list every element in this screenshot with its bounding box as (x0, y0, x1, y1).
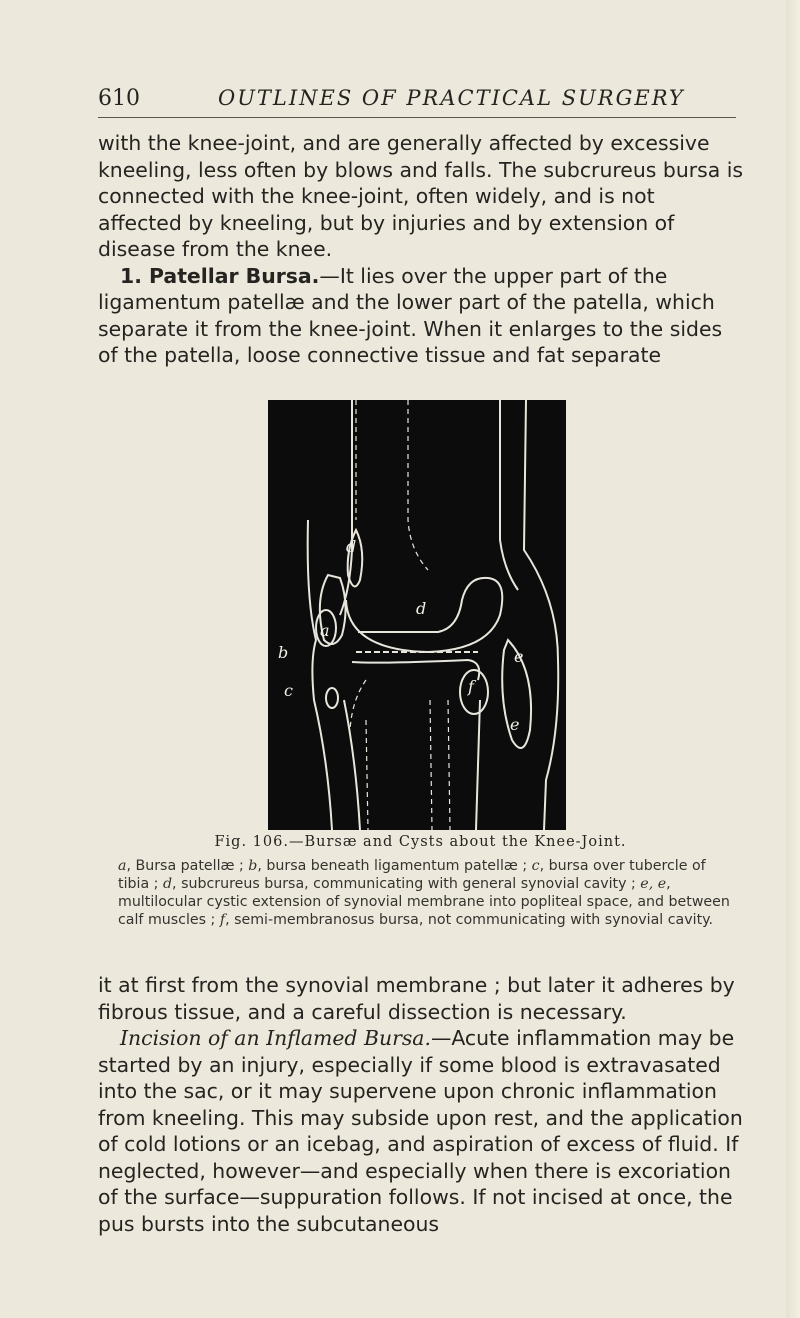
paragraph-patellar-bursa (98, 263, 743, 369)
label-e-lower: e (510, 715, 520, 734)
legend-item-a (118, 858, 248, 874)
legend-text: , semi-membranosus bursa, not communicating with synovial cavity. (225, 912, 714, 928)
legend-key: f (219, 912, 226, 928)
figure-caption: Fig. 106.—Bursæ and Cysts about the Knee-Joint. (214, 834, 627, 850)
section-heading: 1. Patellar Bursa. (120, 263, 320, 288)
dash-tibia-2 (430, 700, 432, 830)
legend-text: , Bursa patellæ ; (126, 858, 249, 874)
top-text-block (98, 130, 743, 369)
legend-key: d (162, 876, 173, 892)
legend-item-d (163, 876, 640, 892)
legend-text: , bursa over tubercle of tibia ; (118, 858, 706, 892)
legend-text: , bursa beneath ligamentum patellæ ; (257, 858, 532, 874)
figure-legend (118, 857, 740, 929)
legend-key: c (531, 858, 540, 874)
skin-front (308, 520, 332, 830)
legend-key: a (118, 858, 127, 874)
dash-tibia-1 (366, 720, 368, 830)
label-f: f (468, 677, 474, 696)
section-heading-italic: Incision of an Inflamed Bursa. (120, 1026, 431, 1050)
bursa-tibial-tubercle (326, 688, 338, 708)
dashed-outlines (350, 400, 450, 830)
label-d-anterior: d (346, 537, 357, 556)
legend-key: e, e (640, 876, 667, 892)
label-d-center: d (416, 599, 427, 618)
tibia-back (476, 700, 480, 830)
semimembranosus-bursa (460, 670, 488, 714)
legend-key: b (248, 858, 258, 874)
paragraph-incision (98, 1025, 743, 1237)
label-c: c (284, 681, 293, 700)
header-rule (98, 117, 736, 118)
bone-outlines (308, 400, 559, 830)
dash-femur-2 (408, 400, 428, 570)
paragraph-continuation-2: it at first from the synovial membrane ; but later it adheres by fibrous tissue, and a careful dissection is necessary. (98, 973, 735, 1024)
bottom-text-block (98, 972, 743, 1237)
label-e-upper: e (514, 647, 524, 666)
paragraph-continuation: with the knee-joint, and are generally affected by excessive kneeling, less often by blows and falls. The subcrureus bursa is connected with the knee-joint, often widely, and is not affected by kneeling, but by injuries and by extension of disease from the knee. (98, 131, 744, 261)
skin-back (524, 400, 558, 830)
page-header (98, 80, 738, 120)
running-title: OUTLINES OF PRACTICAL SURGERY (218, 86, 685, 110)
label-a: a (320, 621, 330, 640)
legend-text: , subcrureus bursa, communicating with general synovial cavity ; (172, 876, 641, 892)
page-edge (786, 0, 800, 1318)
knee-joint-diagram (268, 400, 566, 830)
dash-tibia-3 (448, 700, 450, 830)
legend-item-f (220, 912, 713, 928)
tibia-front (344, 700, 360, 830)
label-b: b (278, 643, 289, 662)
paragraph-text: —It lies over the upper part of the ligamentum patellæ and the lower part of the patella, which separate it from the knee-joint. When it enlarges to the sides of the patella, loose connective tissue and fat separate (98, 263, 723, 367)
page-number: 610 (98, 86, 140, 111)
legend-item-b (248, 858, 531, 874)
femur-back-line (500, 400, 518, 590)
tibial-plateau (352, 660, 479, 680)
legend-text: , multilocular cystic extension of synovial membrane into popliteal space, and between calf muscles ; (118, 876, 730, 928)
paragraph-text: —Acute inflammation may be started by an injury, especially if some blood is extravasated into the sac, or it may supervene upon chronic inflammation from kneeling. This may subside upon rest, and the application of cold lotions or an icebag, and aspiration of excess of fluid. If neglected, however—and especially when there is excoriation of the surface—suppuration follows. If not incised at once, the pus bursts into the subcutaneous (98, 1026, 743, 1236)
knee-joint-figure (268, 400, 566, 830)
dash-tibia-4 (350, 680, 366, 730)
